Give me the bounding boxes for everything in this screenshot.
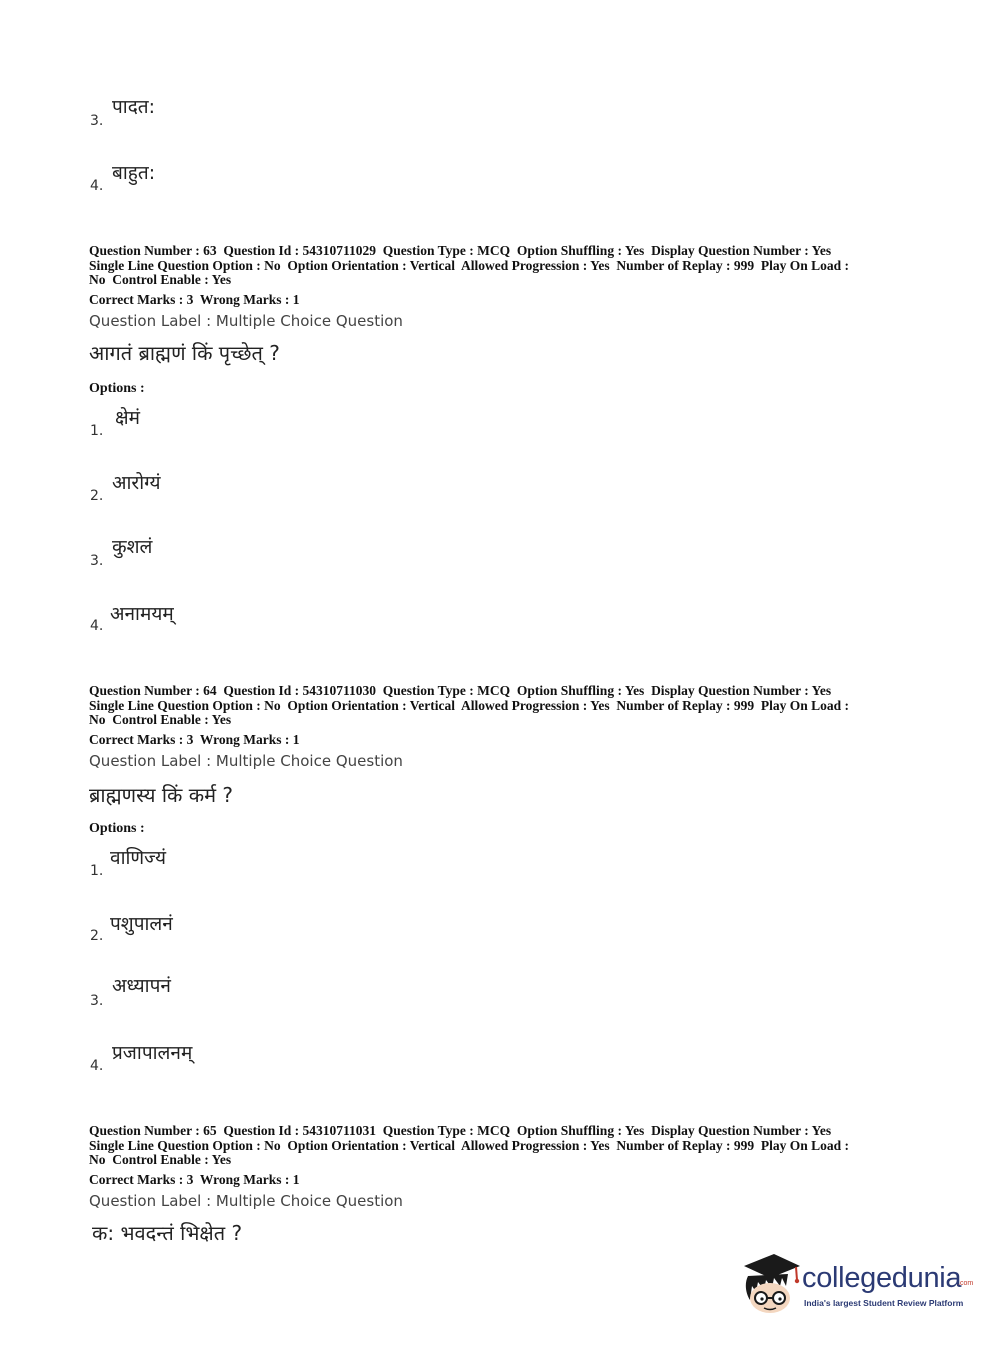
- question-marks: Correct Marks : 3 Wrong Marks : 1: [89, 292, 300, 307]
- option-number: 4.: [90, 178, 104, 194]
- logo-wordmark: collegedunia: [802, 1262, 962, 1294]
- option-text: बाहुत:: [112, 162, 156, 184]
- question-marks: Correct Marks : 3 Wrong Marks : 1: [89, 732, 300, 747]
- question-meta-line: Single Line Question Option : No Option Orientation : Vertical Allowed Progression : Yes Number of Replay : 999 Play On Load :: [89, 697, 850, 713]
- option-text: अनामयम्: [110, 603, 174, 625]
- option-number: 3.: [90, 553, 104, 569]
- option-number: 2.: [90, 488, 104, 504]
- collegedunia-logo: [740, 1250, 975, 1320]
- option-text: पशुपालनं: [110, 913, 173, 935]
- question-63: [89, 244, 849, 288]
- options-heading: Options :: [89, 821, 145, 836]
- logo-suffix: .com: [958, 1280, 974, 1287]
- question-marks: Correct Marks : 3 Wrong Marks : 1: [89, 1172, 300, 1187]
- options-heading: Options :: [89, 381, 145, 396]
- question-text: आगतं ब्राह्मणं किं पृच्छेत् ?: [89, 341, 280, 365]
- question-text: क: भवदन्तं भिक्षेत ?: [92, 1221, 243, 1245]
- option-text: कुशलं: [112, 536, 153, 558]
- question-meta-line: Single Line Question Option : No Option Orientation : Vertical Allowed Progression : Yes Number of Replay : 999 Play On Load :: [89, 1137, 850, 1153]
- question-label: Question Label : Multiple Choice Question: [89, 312, 403, 330]
- option-text: प्रजापालनम्: [112, 1042, 193, 1064]
- option-number: 2.: [90, 928, 104, 944]
- option-number: 3.: [90, 993, 104, 1009]
- logo-tagline: India's largest Student Review Platform: [804, 1298, 964, 1308]
- question-label: Question Label : Multiple Choice Question: [89, 1192, 403, 1210]
- option-text: वाणिज्यं: [110, 847, 167, 869]
- option-number: 1.: [90, 423, 104, 439]
- question-meta-line: No Control Enable : Yes: [89, 272, 232, 287]
- option-number: 4.: [90, 1058, 104, 1074]
- option-text: पादत:: [112, 96, 156, 118]
- question-meta-line: Question Number : 65 Question Id : 54310711031 Question Type : MCQ Option Shuffling : Yes Display Question Number : Yes: [89, 1123, 832, 1138]
- question-label: Question Label : Multiple Choice Question: [89, 752, 403, 770]
- option-number: 3.: [90, 113, 104, 129]
- question-meta-line: No Control Enable : Yes: [89, 1152, 232, 1167]
- option-text: अध्यापनं: [112, 975, 171, 997]
- option-text: क्षेमं: [115, 407, 140, 429]
- option-number: 4.: [90, 618, 104, 634]
- question-text: ब्राह्मणस्य किं कर्म ?: [89, 783, 234, 807]
- question-meta-line: No Control Enable : Yes: [89, 712, 232, 727]
- question-meta-line: Single Line Question Option : No Option Orientation : Vertical Allowed Progression : Yes Number of Replay : 999 Play On Load :: [89, 257, 850, 273]
- question-meta-line: Question Number : 64 Question Id : 54310711030 Question Type : MCQ Option Shuffling : Yes Display Question Number : Yes: [89, 683, 832, 698]
- mascot-icon: [740, 1250, 802, 1316]
- option-text: आरोग्यं: [112, 472, 161, 494]
- question-meta-line: Question Number : 63 Question Id : 54310711029 Question Type : MCQ Option Shuffling : Yes Display Question Number : Yes: [89, 243, 832, 258]
- question-64: [89, 684, 849, 728]
- question-65: [89, 1124, 849, 1168]
- option-number: 1.: [90, 863, 104, 879]
